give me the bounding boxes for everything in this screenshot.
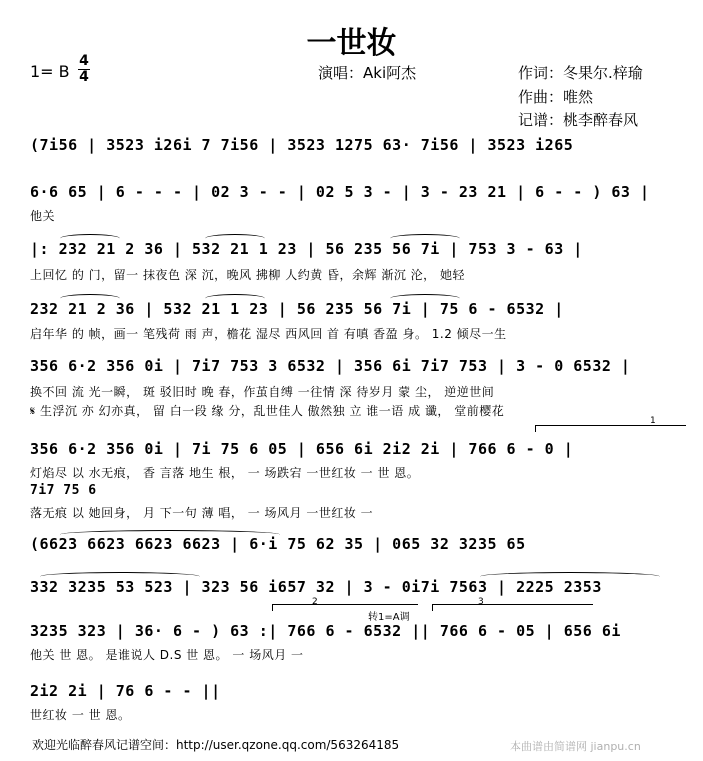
- slur: [390, 234, 460, 243]
- score-row-9: 3235 323 | 36· 6 - ) 63 :| 766 6 - 6532 || 766 6 - 05 | 656 6i: [30, 622, 621, 640]
- page-title: 一世妆: [306, 26, 397, 61]
- score-row-6: 356 6·2 356 0i | 7i 75 6 05 | 656 6i 2i2 2i | 766 6 - 0 |: [30, 440, 574, 458]
- ending-2-label: 2: [312, 597, 318, 607]
- slur: [205, 234, 265, 243]
- lyric-row-6b: 落无痕 以 她回身， 月 下一句 薄 唱， 一 场风月 一世红妆 一: [30, 506, 374, 520]
- lyric-row-5b: 𝄋 生浮沉 亦 幻亦真， 留 白一段 缘 分，乱世佳人 傲然独 立 谁一语 成 谶， 堂前樱花: [30, 404, 505, 418]
- score-row-10: 2i2 2i | 76 6 - - ||: [30, 682, 221, 700]
- score-row-1: (7i56 | 3523 i26i 7 7i56 | 3523 1275 63· 7i56 | 3523 i265: [30, 136, 574, 154]
- lyricist: 作词：冬果尔.梓瑜: [518, 64, 643, 82]
- score-row-8: 332 3235 53 523 | 323 56 i657 32 | 3 - 0i7i 7563 | 2225 2353: [30, 578, 602, 596]
- time-denominator: 4: [79, 69, 89, 85]
- ending-1-bracket: [535, 425, 686, 432]
- time-signature: [78, 55, 90, 84]
- slur: [60, 294, 120, 303]
- lyric-row-4: 启年华 的 帧，画一 笔残荷 雨 声，檐花 湿尽 西风回 首 有嗔 香盈 身。 1.2 倾尽一生: [30, 327, 507, 341]
- watermark: 本曲谱由简谱网 jianpu.cn: [510, 740, 641, 753]
- lyric-row-6: 灯焰尽 以 水无痕， 香 言落 地生 根， 一 场跌宕 一世红妆 一 世 恩。: [30, 466, 420, 480]
- time-numerator: 4: [79, 53, 89, 69]
- score-row-5: 356 6·2 356 0i | 7i7 753 3 6532 | 356 6i 7i7 753 | 3 - 0 6532 |: [30, 357, 631, 375]
- ending-1-label: 1: [650, 416, 656, 426]
- score-row-2: 6·6 65 | 6 - - - | 02 3 - - | 02 5 3 - | 3 - 23 21 | 6 - - ) 63 |: [30, 183, 650, 201]
- score-row-7: (6623 6623 6623 6623 | 6·i 75 62 35 | 065 32 3235 65: [30, 535, 526, 553]
- lyric-row-2: 他关: [30, 209, 56, 223]
- modulation-note: 转1=A调: [368, 612, 410, 623]
- footer-credit: 欢迎光临醉春风记谱空间：http://user.qzone.qq.com/563264185: [32, 738, 400, 752]
- score-row-4: 232 21 2 36 | 532 21 1 23 | 56 235 56 7i | 75 6 - 6532 |: [30, 300, 564, 318]
- slur: [205, 294, 265, 303]
- singer: 演唱：Aki阿杰: [318, 64, 417, 82]
- key-signature: 1= B: [30, 62, 70, 81]
- ending-3-bracket: [432, 604, 593, 611]
- lyric-row-10: 世红妆 一 世 恩。: [30, 708, 131, 722]
- lyric-row-5: 换不回 流 光一瞬， 斑 驳旧时 晚 春，作茧自缚 一往情 深 待岁月 蒙 尘， 逆逆世间: [30, 385, 495, 399]
- score-row-6-alt: 7i7 75 6: [30, 483, 97, 498]
- score-row-3: |: 232 21 2 36 | 532 21 1 23 | 56 235 56 7i | 753 3 - 63 |: [30, 240, 583, 258]
- ending-3-label: 3: [478, 597, 484, 607]
- composer: 作曲：唯然: [518, 88, 594, 106]
- slur: [40, 572, 200, 581]
- lyric-row-3: 上回忆 的 门，留一 抹夜色 深 沉，晚风 拂柳 人约黄 昏，余辉 渐沉 沦， 她轻: [30, 268, 465, 282]
- slur: [480, 572, 660, 581]
- slur: [60, 530, 280, 539]
- lyric-row-9: 他关 世 恩。 是谁说人 D.S 世 恩。 一 场风月 一: [30, 648, 304, 662]
- slur: [390, 294, 460, 303]
- slur: [60, 234, 120, 243]
- transcriber: 记谱：桃李醉春风: [518, 111, 639, 129]
